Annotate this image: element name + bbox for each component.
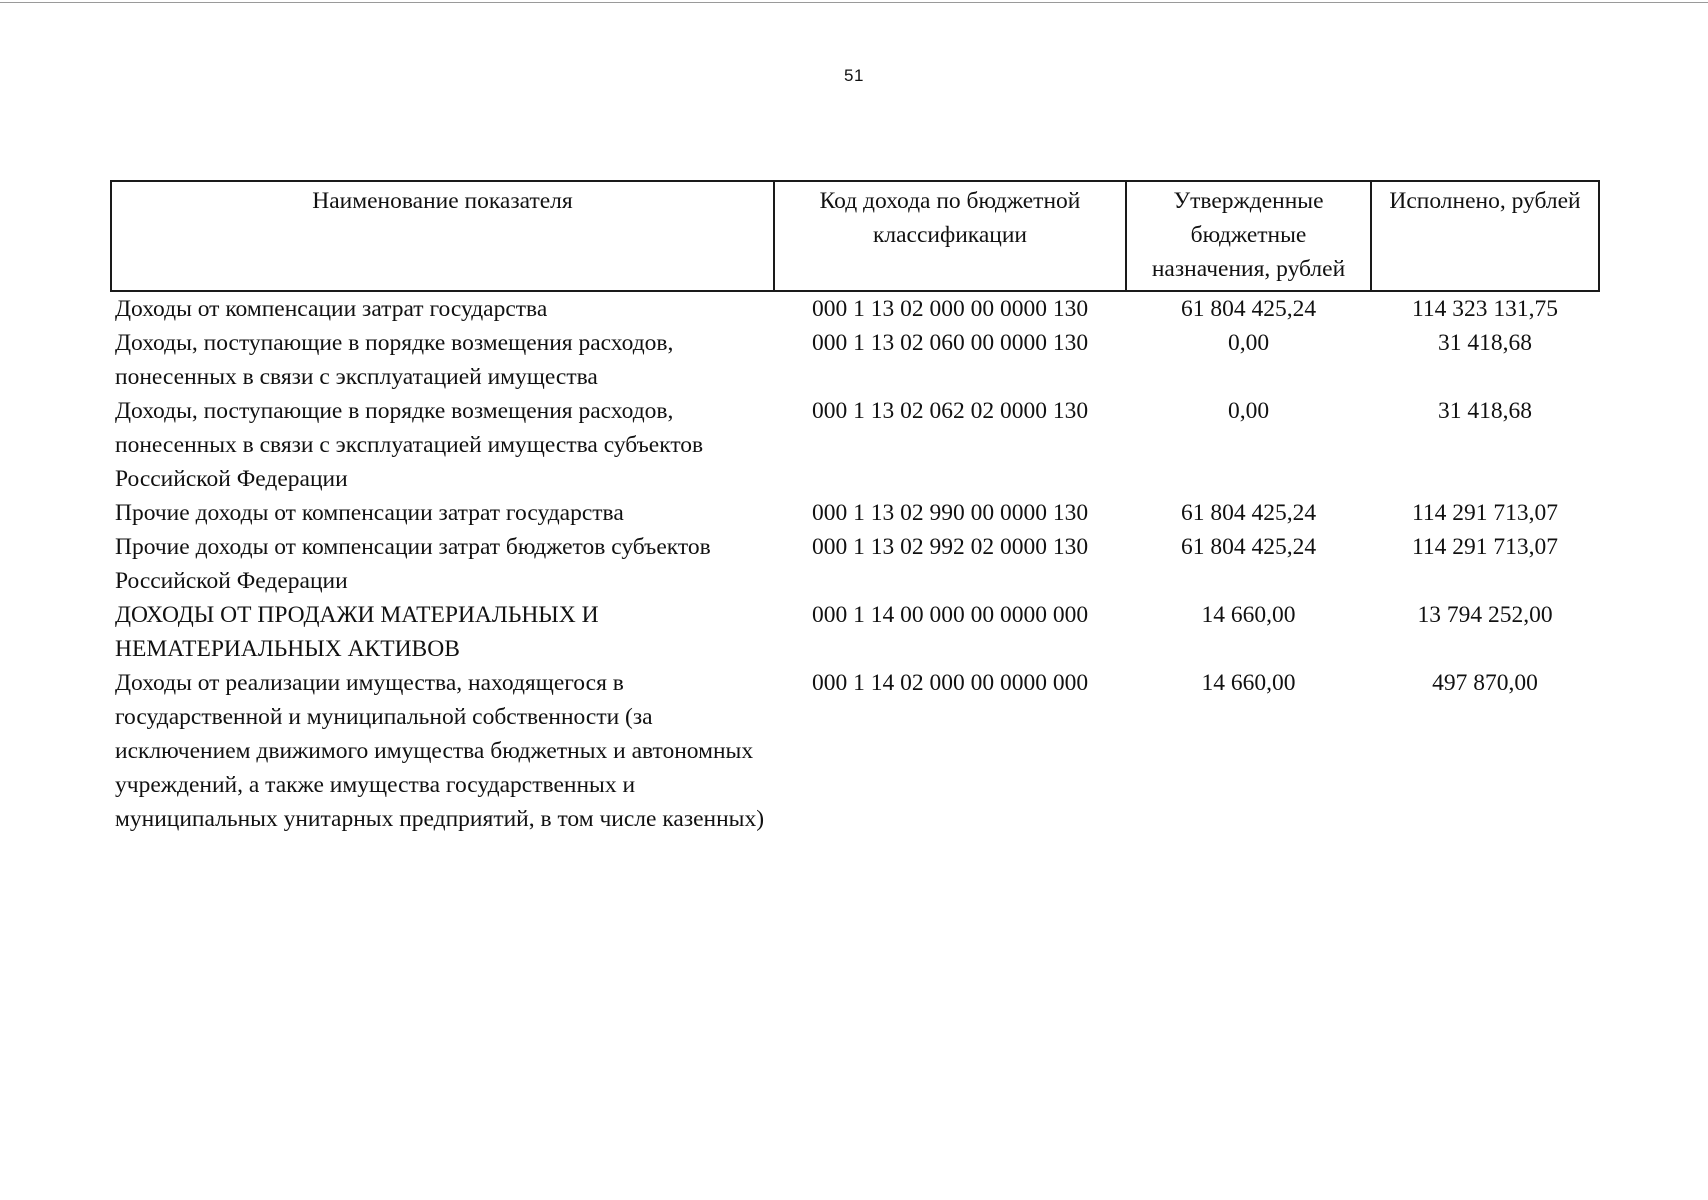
table-row [111,598,1599,666]
cell-executed: 497 870,00 [1432,670,1538,696]
cell-approved-budget: 14 660,00 [1201,602,1296,628]
page-number: 51 [844,66,864,85]
cell-approved-budget: 14 660,00 [1201,670,1296,696]
table-row [111,394,1599,496]
budget-execution-table [110,180,1600,836]
header-approved-budget: Утвержденные бюджетные назначения, рублей [1126,181,1371,291]
cell-approved-budget: 0,00 [1227,398,1270,424]
table-row [111,291,1599,326]
table-body [111,291,1599,836]
cell-income-code: 000 1 13 02 992 02 0000 130 [811,534,1089,560]
cell-indicator-name: Прочие доходы от компенсации затрат государства [115,500,624,526]
cell-executed: 13 794 252,00 [1417,602,1553,628]
header-row [111,181,1599,291]
cell-executed: 114 291 713,07 [1411,500,1558,526]
cell-indicator-name: Доходы от компенсации затрат государства [115,296,548,322]
cell-approved-budget: 61 804 425,24 [1180,296,1317,322]
table-row [111,326,1599,394]
header-indicator-name: Наименование показателя [111,181,774,291]
cell-income-code: 000 1 14 02 000 00 0000 000 [811,670,1089,696]
cell-income-code: 000 1 13 02 990 00 0000 130 [811,500,1089,526]
cell-executed: 114 291 713,07 [1411,534,1558,560]
cell-income-code: 000 1 13 02 062 02 0000 130 [811,398,1089,424]
cell-income-code: 000 1 14 00 000 00 0000 000 [811,602,1089,628]
cell-executed: 114 323 131,75 [1411,296,1558,322]
cell-income-code: 000 1 13 02 060 00 0000 130 [811,330,1089,356]
scan-border-line [0,2,1708,3]
cell-approved-budget: 0,00 [1227,330,1270,356]
cell-indicator-name: Прочие доходы от компенсации затрат бюджетов субъектов Российской Федерации [115,534,711,594]
cell-indicator-name: Доходы от реализации имущества, находящегося в государственной и муниципальной собственности (за исключением движимого имущества бюджетных и автономных учреждений, а также имущества государственных и муниципальных унитарных предприятий, в том числе казенных) [115,670,765,832]
cell-indicator-name: ДОХОДЫ ОТ ПРОДАЖИ МАТЕРИАЛЬНЫХ И НЕМАТЕРИАЛЬНЫХ АКТИВОВ [115,602,599,662]
table-row [111,496,1599,530]
cell-approved-budget: 61 804 425,24 [1180,500,1317,526]
table-row [111,666,1599,836]
table-row [111,530,1599,598]
table-header [111,181,1599,291]
header-income-code: Код дохода по бюджетной классификации [774,181,1126,291]
cell-executed: 31 418,68 [1438,330,1532,356]
cell-executed: 31 418,68 [1438,398,1532,424]
header-executed: Исполнено, рублей [1371,181,1599,291]
cell-indicator-name: Доходы, поступающие в порядке возмещения расходов, понесенных в связи с эксплуатацией имущества субъектов Российской Федерации [115,398,704,492]
cell-indicator-name: Доходы, поступающие в порядке возмещения расходов, понесенных в связи с эксплуатацией имущества [115,330,674,390]
cell-approved-budget: 61 804 425,24 [1180,534,1317,560]
cell-income-code: 000 1 13 02 000 00 0000 130 [811,296,1089,322]
